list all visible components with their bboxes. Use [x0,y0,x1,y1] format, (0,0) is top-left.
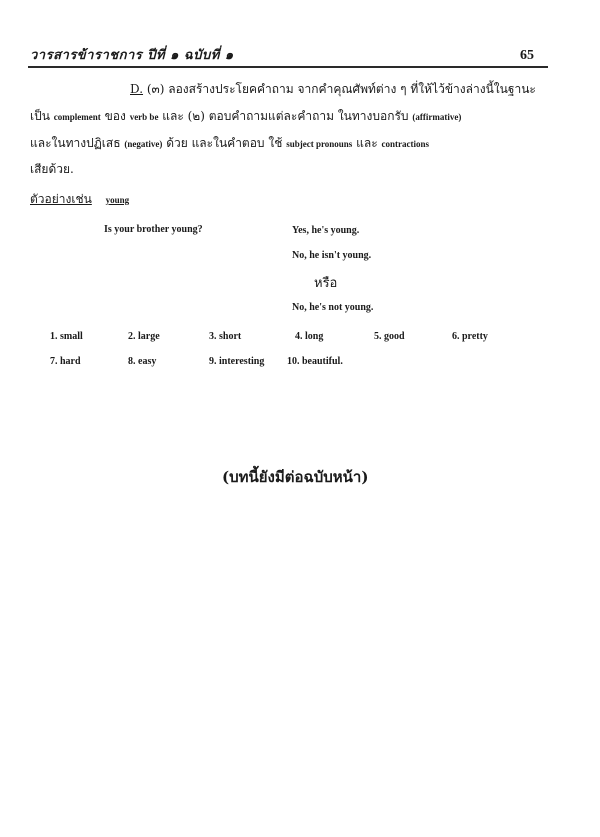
word-item: 5. good [374,331,405,342]
instruction-term: verb be [129,112,159,122]
instruction-text: เป็น [30,109,50,123]
instruction-term: (affirmative) [412,112,462,122]
word-item: 9. interesting [209,356,265,367]
exercise-label: D. [130,82,144,96]
example-or-label: หรือ [314,276,338,291]
word-item: 10. beautiful. [287,356,343,367]
example-answer-no: No, he isn't young. [292,250,372,261]
journal-title: วารสารข้าราชการ ปีที่ ๑ ฉบับที่ ๑ [30,48,234,63]
word-item: 3. short [209,331,242,342]
instruction-line-3 [30,134,429,153]
example-word: young [105,195,130,205]
word-item: 6. pretty [452,331,488,342]
instruction-term: contractions [381,139,430,149]
continued-note: (บทนี้ยังมีต่อฉบับหน้า) [222,468,369,486]
instruction-line-4: เสียด้วย. [30,162,74,176]
example-question: Is your brother young? [104,224,203,235]
word-item: 7. hard [50,356,81,367]
example-heading: ตัวอย่างเช่น [30,192,92,206]
instruction-text: ของ [104,109,126,123]
instruction-text: และ (๒) ตอบคำถามแต่ละคำถาม ในทางบอกรับ [162,109,409,123]
instruction-text: และ [356,136,378,150]
example-heading-line [30,190,129,209]
word-item: 8. easy [128,356,157,367]
instruction-term: (negative) [124,139,163,149]
example-answer-yes: Yes, he's young. [292,225,360,236]
instruction-text: และในทางปฏิเสธ [30,136,121,150]
page-number: 65 [520,48,534,63]
word-item: 1. small [50,331,83,342]
instruction-text-1: (๓) ลองสร้างประโยคคำถาม จากคำคุณศัพท์ต่าง ๆ ที่ให้ไว้ข้างล่างนี้ในฐานะ [146,82,536,96]
word-item: 4. long [295,331,324,342]
instruction-text: ด้วย และในคำตอบ ใช้ [166,136,283,150]
header-rule [28,66,548,68]
instruction-line-1 [130,80,536,99]
instruction-term: complement [53,112,101,122]
example-answer-no-alt: No, he's not young. [292,302,374,313]
word-item: 2. large [128,331,160,342]
instruction-term: subject pronouns [286,139,353,149]
instruction-line-2 [30,107,461,126]
